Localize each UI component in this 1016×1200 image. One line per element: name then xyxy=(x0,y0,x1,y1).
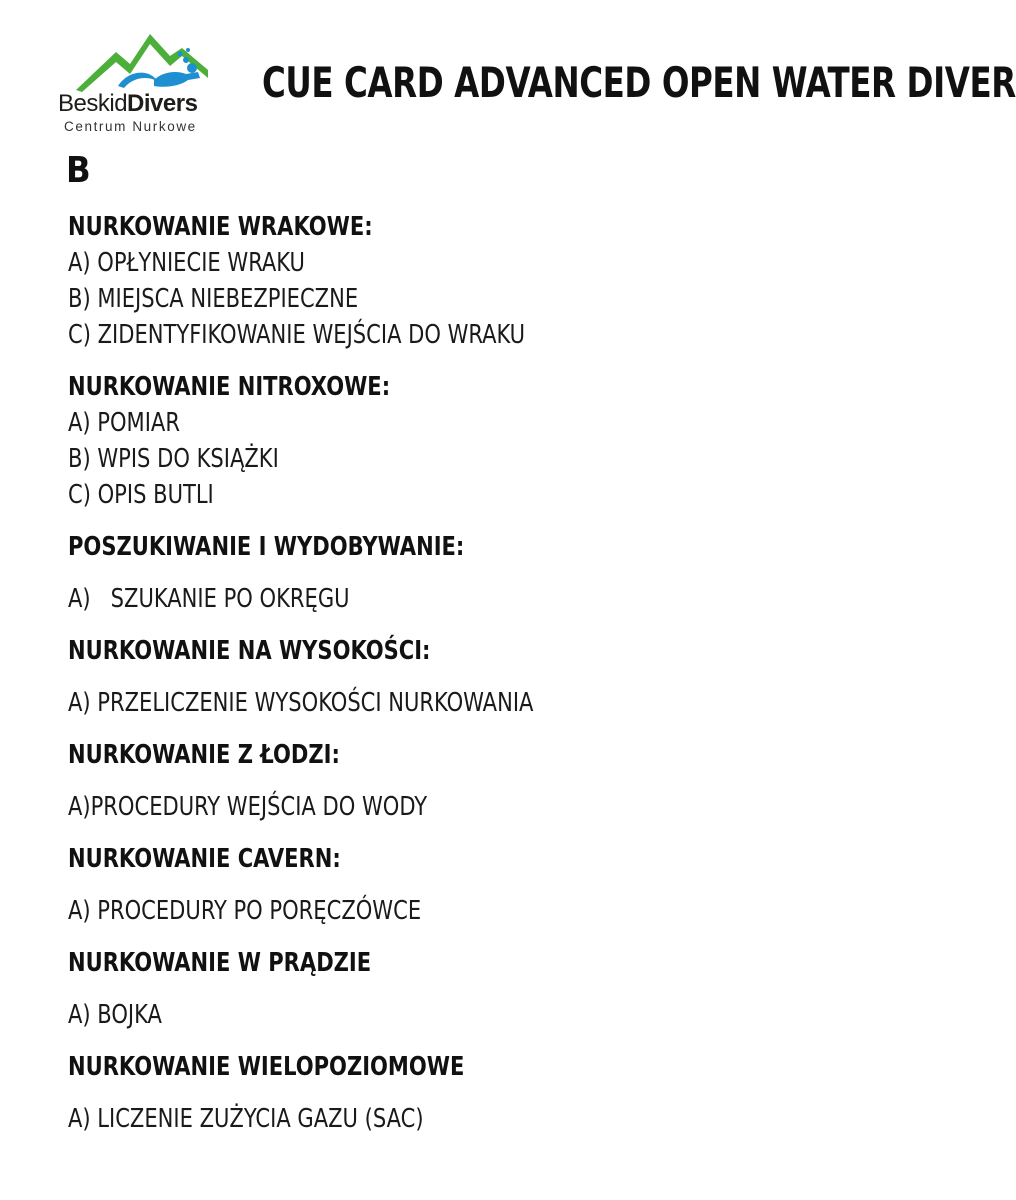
list-item: C) ZIDENTYFIKOWANIE WEJŚCIA DO WRAKU xyxy=(68,320,526,350)
list-item: A) LICZENIE ZUŻYCIA GAZU (SAC) xyxy=(68,1104,424,1134)
section-title-current: NURKOWANIE W PRĄDZIE xyxy=(68,948,372,978)
list-item: A) SZUKANIE PO OKRĘGU xyxy=(68,584,350,614)
list-item: C) OPIS BUTLI xyxy=(68,480,214,510)
section-title-boat: NURKOWANIE Z ŁODZI: xyxy=(68,740,340,770)
section-title-wreck: NURKOWANIE WRAKOWE: xyxy=(68,212,373,242)
logo-wordmark xyxy=(58,90,197,118)
list-item: A)PROCEDURY WEJŚCIA DO WODY xyxy=(68,792,428,822)
card-version: B xyxy=(66,150,91,191)
section-title-nitrox: NURKOWANIE NITROXOWE: xyxy=(68,372,391,402)
beskid-divers-logo xyxy=(58,30,218,136)
list-item: A) PRZELICZENIE WYSOKOŚCI NURKOWANIA xyxy=(68,688,534,718)
list-item: B) WPIS DO KSIĄŻKI xyxy=(68,444,279,474)
logo-subtitle: Centrum Nurkowe xyxy=(64,119,197,134)
list-item: A) PROCEDURY PO PORĘCZÓWCE xyxy=(68,896,422,926)
list-item: A) POMIAR xyxy=(68,408,180,438)
list-item: A) OPŁYNIECIE WRAKU xyxy=(68,248,305,278)
section-title-cavern: NURKOWANIE CAVERN: xyxy=(68,844,341,874)
logo-word-bold: Divers xyxy=(127,90,198,117)
section-title-search-recovery: POSZUKIWANIE I WYDOBYWANIE: xyxy=(68,532,465,562)
section-title-multilevel: NURKOWANIE WIELOPOZIOMOWE xyxy=(68,1052,465,1082)
page-title: CUE CARD ADVANCED OPEN WATER DIVER xyxy=(262,58,1016,107)
section-title-altitude: NURKOWANIE NA WYSOKOŚCI: xyxy=(68,636,431,666)
list-item: A) BOJKA xyxy=(68,1000,162,1030)
list-item: B) MIEJSCA NIEBEZPIECZNE xyxy=(68,284,359,314)
logo-word-light: Beskid xyxy=(58,90,128,117)
